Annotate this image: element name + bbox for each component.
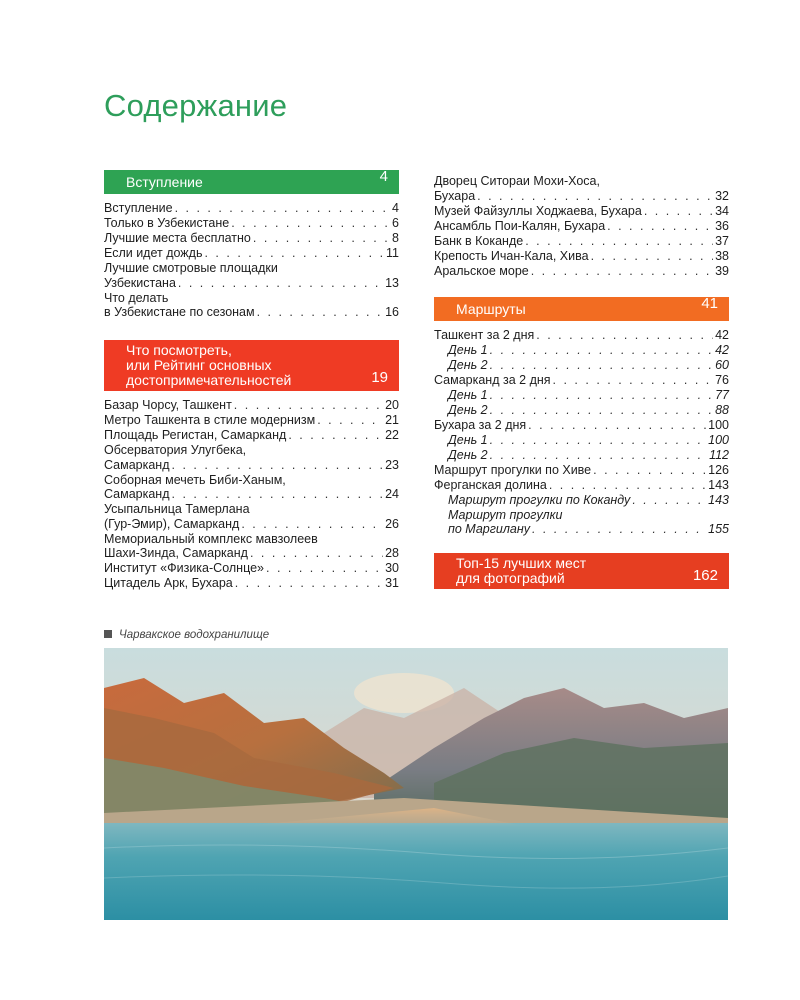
toc-entry-title: Дворец Ситораи Мохи-Хоса, — [434, 174, 600, 188]
section-banner-label-line: достопримечательностей — [126, 372, 292, 388]
toc-entry-title: в Узбекистане по сезонам — [104, 305, 255, 319]
toc-dot-leader — [490, 388, 713, 403]
toc-entry-title: Метро Ташкента в стиле модернизм — [104, 413, 316, 427]
caption-square-icon — [104, 630, 112, 638]
toc-entry[interactable] — [434, 343, 729, 358]
toc-entry-title: Самарканд за 2 дня — [434, 372, 551, 387]
toc-dot-leader — [490, 358, 713, 373]
toc-dot-leader — [490, 343, 713, 358]
toc-entry-page: 143 — [708, 492, 729, 507]
toc-dot-leader — [317, 413, 383, 428]
toc-entry-title: Лучшие места бесплатно — [104, 231, 251, 245]
toc-entry[interactable] — [104, 216, 399, 231]
toc-dot-leader — [241, 517, 383, 532]
toc-left-column — [104, 170, 399, 591]
toc-entry-title: Лучшие смотровые площадки — [104, 261, 278, 275]
toc-dot-leader — [172, 487, 384, 502]
toc-entry-title: Бухара за 2 дня — [434, 417, 527, 432]
toc-right-column — [434, 174, 729, 589]
section-banner-label: Вступление — [126, 174, 203, 190]
toc-entry-page: 16 — [385, 305, 399, 319]
toc-entry-title: Если идет дождь — [104, 246, 203, 260]
toc-dot-leader — [490, 448, 707, 463]
toc-entry-title: Обсерватория Улугбека, — [104, 443, 247, 457]
toc-entry-page: 21 — [385, 413, 399, 427]
toc-entry-page: 11 — [386, 246, 399, 260]
toc-entry-title: Институт «Физика-Солнце» — [104, 561, 264, 575]
photo-caption — [104, 629, 269, 641]
toc-entry[interactable] — [434, 478, 729, 493]
toc-entry-title: Маршрут прогулки по Коканду — [448, 492, 631, 507]
toc-entry-title: Что делать — [104, 290, 169, 305]
toc-entry[interactable] — [434, 388, 729, 403]
toc-entry-page: 126 — [708, 462, 729, 477]
toc-dot-leader — [549, 478, 706, 493]
toc-entry-title: Площадь Регистан, Самарканд — [104, 428, 287, 442]
section-banner-label — [456, 556, 719, 586]
toc-entry-title: Аральское море — [434, 263, 529, 278]
toc-entry-page: 155 — [708, 522, 729, 536]
toc-dot-leader — [178, 276, 383, 291]
toc-entry-title: Самарканд — [104, 457, 170, 472]
toc-entry-title: День 2 — [448, 357, 488, 372]
toc-entry-title: Самарканд — [104, 487, 170, 501]
toc-entry[interactable] — [434, 358, 729, 373]
toc-entry[interactable] — [104, 413, 399, 428]
toc-entry-title: Мемориальный комплекс мавзолеев — [104, 531, 318, 546]
toc-entry[interactable] — [434, 234, 729, 249]
section-banner-label: Маршруты — [456, 300, 526, 317]
toc-entry[interactable] — [434, 448, 729, 463]
toc-entry-title: Ферганская долина — [434, 477, 547, 492]
toc-entry-page: 38 — [715, 248, 729, 263]
toc-dot-leader — [632, 493, 706, 508]
toc-entry[interactable] — [104, 246, 399, 261]
section-banner-intro[interactable] — [104, 170, 399, 194]
toc-entry-title: День 1 — [448, 342, 488, 357]
toc-entry[interactable] — [104, 261, 399, 290]
section-banner-page: 19 — [371, 369, 388, 386]
toc-entry[interactable] — [434, 463, 729, 478]
toc-entries-sights-continued — [434, 174, 729, 278]
toc-entry-page: 20 — [385, 398, 399, 412]
toc-entry-title: по Маргилану — [448, 522, 531, 536]
toc-entry-page: 42 — [715, 327, 729, 342]
toc-dot-leader — [477, 189, 713, 204]
toc-dot-leader — [235, 576, 383, 591]
toc-entry[interactable] — [434, 403, 729, 418]
toc-dot-leader — [525, 234, 713, 249]
toc-entry-page: 8 — [392, 231, 399, 245]
toc-entry-title: Соборная мечеть Биби-Ханым, — [104, 472, 286, 487]
toc-entry-page: 28 — [385, 546, 399, 560]
toc-entry-page: 6 — [392, 216, 399, 230]
toc-dot-leader — [172, 458, 384, 473]
toc-entry[interactable] — [104, 443, 399, 472]
landscape-photo — [104, 648, 728, 920]
toc-entry-page: 60 — [715, 357, 729, 372]
landscape-illustration — [104, 648, 728, 920]
toc-entry[interactable] — [104, 561, 399, 576]
toc-entry[interactable] — [434, 174, 729, 203]
toc-dot-leader — [607, 219, 713, 234]
toc-entry-title: Ташкент за 2 дня — [434, 327, 535, 342]
toc-entry[interactable] — [104, 473, 399, 502]
toc-dot-leader — [490, 433, 707, 448]
toc-entry[interactable] — [104, 231, 399, 246]
toc-entry[interactable] — [104, 291, 399, 320]
toc-entry-title: Усыпальница Тамерлана — [104, 502, 250, 516]
toc-entries-intro — [104, 201, 399, 320]
toc-entry-title: Маршрут прогулки по Хиве — [434, 462, 592, 477]
toc-entry[interactable] — [104, 428, 399, 443]
section-banner-label-line: Топ-15 лучших мест — [456, 555, 587, 571]
toc-dot-leader — [532, 522, 706, 537]
toc-entry-title: День 1 — [448, 432, 488, 447]
toc-entry-title: Базар Чорсу, Ташкент — [104, 398, 232, 412]
section-banner-page: 41 — [701, 294, 718, 312]
toc-entry-page: 26 — [385, 516, 399, 531]
section-banner-label-line: Что посмотреть, — [126, 342, 232, 358]
toc-entry[interactable] — [104, 201, 399, 216]
toc-dot-leader — [231, 216, 390, 231]
toc-dot-leader — [531, 264, 713, 279]
toc-entry-page: 24 — [385, 487, 399, 501]
toc-entry-page: 39 — [715, 263, 729, 278]
toc-entry[interactable] — [104, 398, 399, 413]
toc-entry-page: 100 — [708, 417, 729, 432]
section-banner-page: 162 — [692, 567, 718, 584]
toc-entry-title: Цитадель Арк, Бухара — [104, 576, 233, 590]
toc-dot-leader — [490, 403, 713, 418]
toc-entry-page: 32 — [715, 188, 729, 203]
toc-entry[interactable] — [434, 493, 729, 508]
toc-dot-leader — [553, 373, 714, 388]
toc-entry-title: Вступление — [104, 201, 173, 215]
toc-entry-page: 143 — [708, 477, 729, 492]
toc-dot-leader — [257, 305, 384, 320]
toc-entry[interactable] — [104, 532, 399, 561]
toc-dot-leader — [253, 231, 390, 246]
toc-entry-page: 76 — [715, 372, 729, 387]
toc-dot-leader — [288, 428, 383, 443]
section-banner-label-line: или Рейтинг основных — [126, 357, 272, 373]
toc-dot-leader — [250, 546, 383, 561]
section-banner-sights[interactable] — [104, 340, 399, 391]
toc-dot-leader — [204, 246, 384, 261]
toc-entry[interactable] — [434, 219, 729, 234]
toc-entry-page: 36 — [715, 218, 729, 233]
toc-entry-page: 37 — [715, 233, 729, 248]
toc-entry-title: Бухара — [434, 188, 476, 203]
toc-entry-title: День 1 — [448, 387, 488, 402]
toc-dot-leader — [644, 204, 713, 219]
toc-entry-title: Маршрут прогулки — [448, 507, 563, 522]
toc-entry-page: 4 — [392, 201, 399, 215]
toc-entry-page: 13 — [385, 275, 399, 290]
toc-entry[interactable] — [434, 508, 729, 537]
toc-entry-title: Узбекистана — [104, 275, 176, 290]
toc-entry[interactable] — [104, 502, 399, 531]
toc-entry-page: 100 — [708, 432, 729, 447]
toc-entry[interactable] — [434, 433, 729, 448]
toc-entry-page: 34 — [715, 203, 729, 218]
section-banner-label — [126, 343, 389, 388]
toc-entry-page: 22 — [385, 428, 399, 442]
toc-entry[interactable] — [434, 418, 729, 433]
toc-entry-title: Ансамбль Пои-Калян, Бухара — [434, 218, 606, 233]
section-banner-label-line: для фотографий — [456, 570, 565, 586]
toc-entry[interactable] — [434, 373, 729, 388]
toc-entries-sights — [104, 398, 399, 591]
toc-entry-page: 88 — [715, 402, 729, 417]
toc-entry-title: День 2 — [448, 402, 488, 417]
toc-entry-title: День 2 — [448, 447, 488, 462]
section-banner-page: 4 — [379, 168, 388, 185]
toc-entry-title: Только в Узбекистане — [104, 216, 230, 230]
toc-entry-page: 112 — [709, 447, 729, 462]
photo-caption-text: Чарвакское водохранилище — [119, 629, 270, 641]
toc-entry-title: Банк в Коканде — [434, 233, 524, 248]
toc-entry-title: (Гур-Эмир), Самарканд — [104, 516, 240, 531]
toc-dot-leader — [593, 463, 706, 478]
section-banner-routes[interactable] — [434, 294, 729, 321]
toc-entry-page: 77 — [715, 387, 729, 402]
toc-dot-leader — [528, 418, 706, 433]
toc-entry-page: 31 — [385, 576, 399, 590]
toc-dot-leader — [536, 328, 713, 343]
toc-entry[interactable] — [434, 204, 729, 219]
toc-entry-page: 23 — [385, 457, 399, 472]
toc-entries-routes — [434, 328, 729, 537]
toc-entry[interactable] — [104, 576, 399, 591]
toc-entry[interactable] — [434, 249, 729, 264]
toc-dot-leader — [234, 398, 383, 413]
toc-entry[interactable] — [434, 264, 729, 279]
page-title: Содержание — [104, 88, 288, 123]
toc-dot-leader — [591, 249, 714, 264]
toc-entry[interactable] — [434, 328, 729, 343]
toc-dot-leader — [175, 201, 390, 216]
toc-entry-page: 30 — [385, 561, 399, 575]
section-banner-photo-spots[interactable] — [434, 553, 729, 589]
toc-entry-page: 42 — [715, 342, 729, 357]
toc-dot-leader — [266, 561, 383, 576]
toc-entry-title: Музей Файзуллы Ходжаева, Бухара — [434, 203, 642, 218]
toc-entry-title: Крепость Ичан-Кала, Хива — [434, 248, 589, 263]
toc-entry-title: Шахи-Зинда, Самарканд — [104, 546, 248, 560]
